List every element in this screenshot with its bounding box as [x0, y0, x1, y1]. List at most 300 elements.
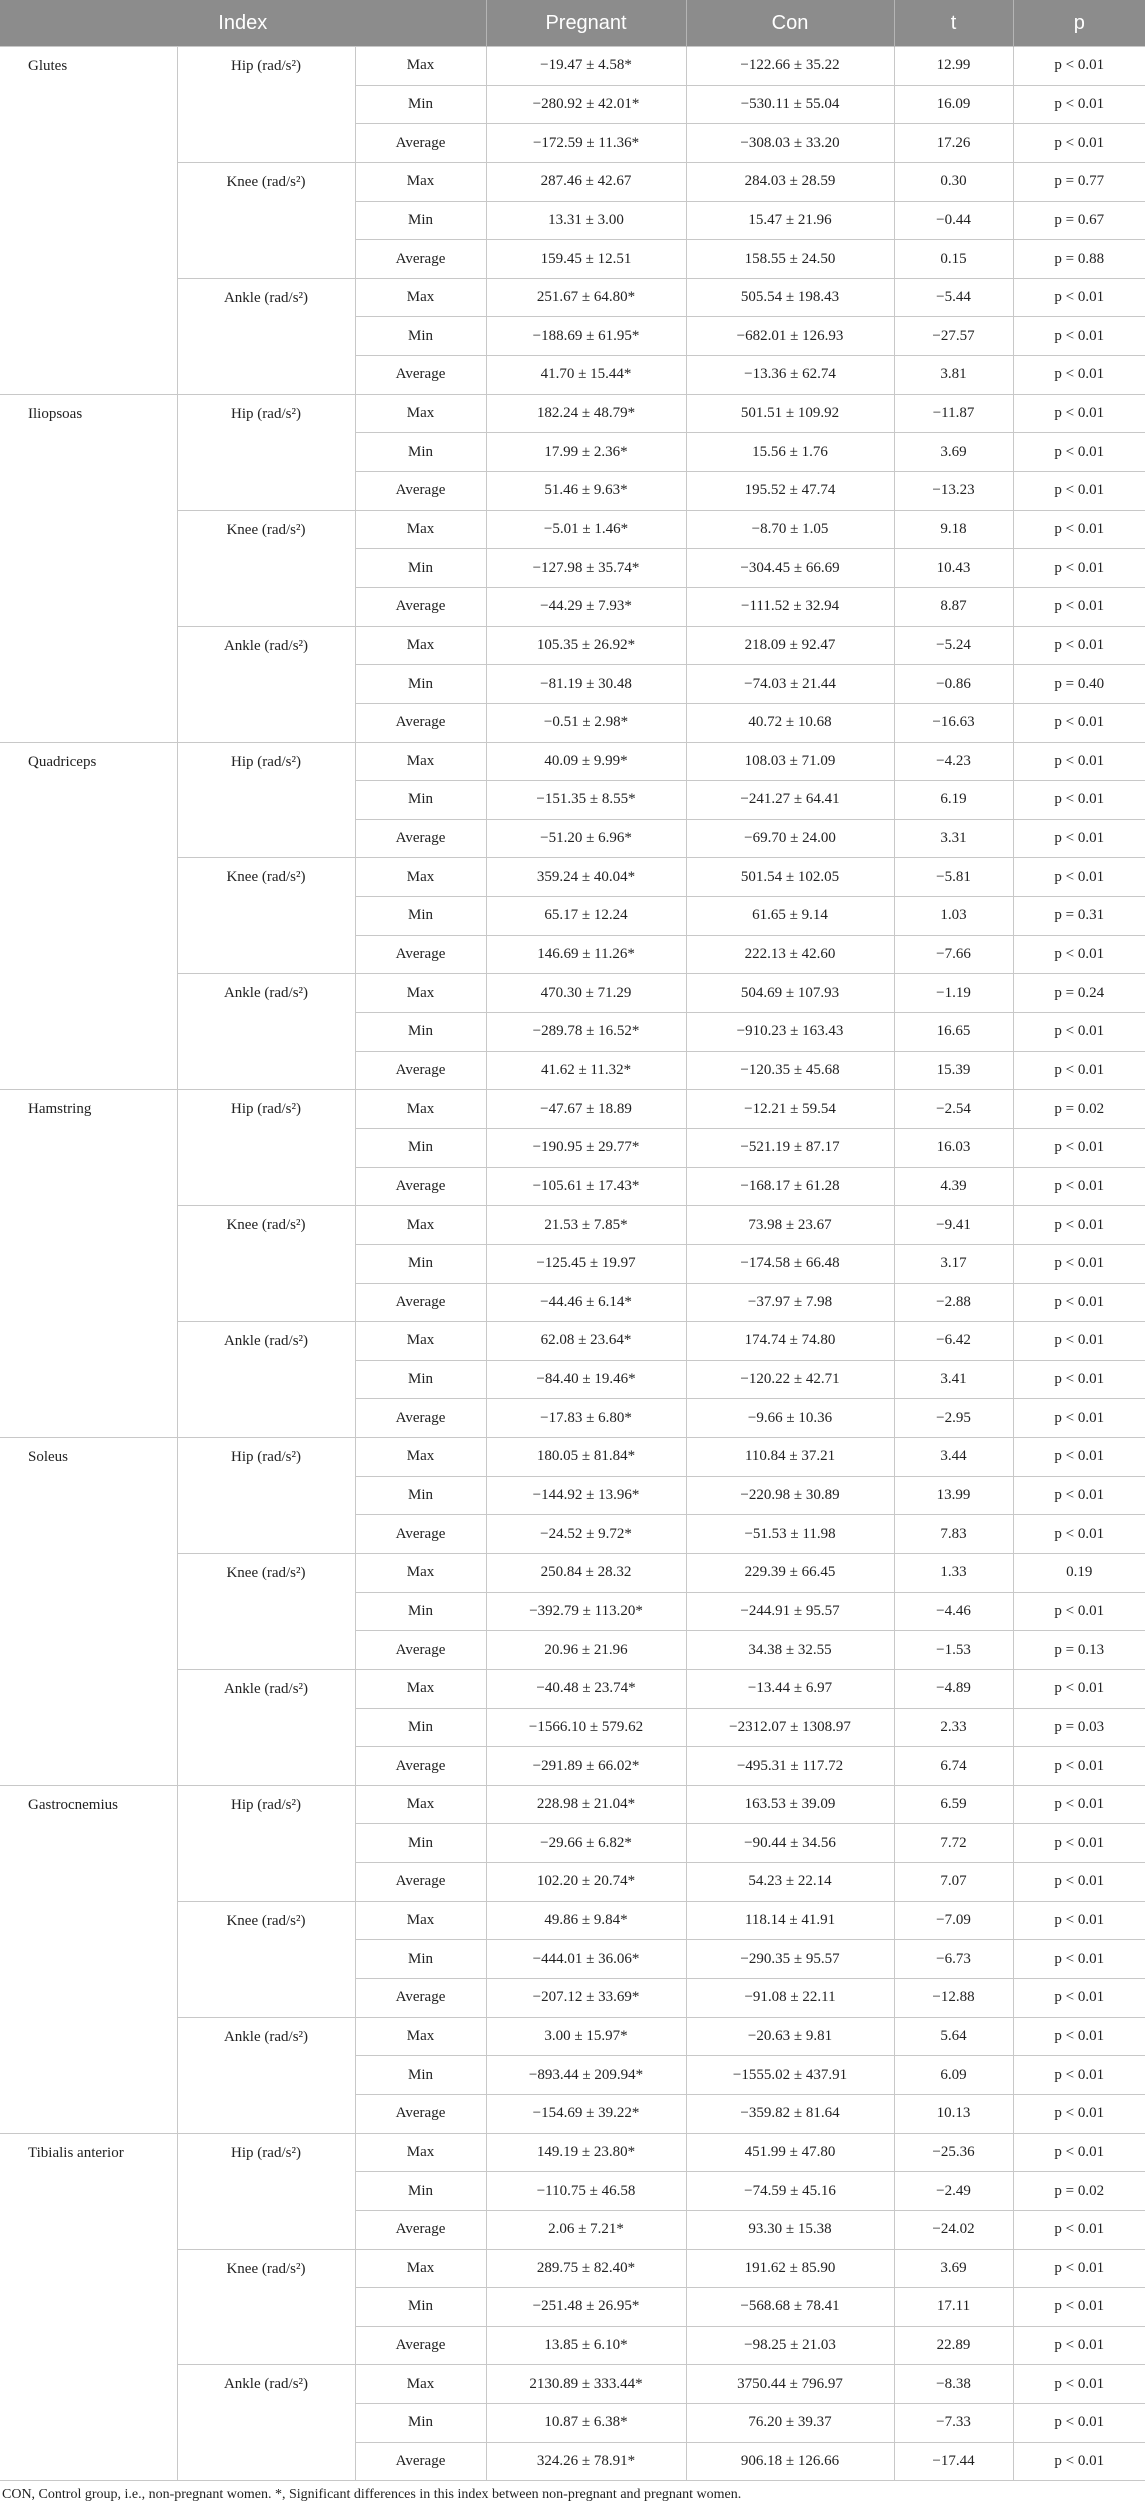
t-value: −5.81 — [894, 858, 1013, 897]
joint-label: Knee (rad/s²) — [177, 2249, 355, 2365]
header-con: Con — [686, 0, 894, 47]
t-value: −5.24 — [894, 626, 1013, 665]
stat-label: Min — [355, 433, 486, 472]
t-value: 4.39 — [894, 1167, 1013, 1206]
stat-label: Average — [355, 1167, 486, 1206]
stat-label: Min — [355, 1360, 486, 1399]
p-value: p < 0.01 — [1013, 1592, 1145, 1631]
joint-label: Ankle (rad/s²) — [177, 2365, 355, 2481]
pregnant-value: 289.75 ± 82.40* — [486, 2249, 686, 2288]
t-value: 6.59 — [894, 1785, 1013, 1824]
stat-label: Min — [355, 2404, 486, 2443]
stat-label: Average — [355, 1051, 486, 1090]
p-value: p < 0.01 — [1013, 1824, 1145, 1863]
pregnant-value: −51.20 ± 6.96* — [486, 819, 686, 858]
stat-label: Min — [355, 665, 486, 704]
stat-label: Max — [355, 2017, 486, 2056]
con-value: −13.36 ± 62.74 — [686, 356, 894, 395]
t-value: 10.43 — [894, 549, 1013, 588]
stat-label: Min — [355, 85, 486, 124]
joint-label: Hip (rad/s²) — [177, 47, 355, 163]
t-value: 6.09 — [894, 2056, 1013, 2095]
t-value: −17.44 — [894, 2442, 1013, 2481]
p-value: p = 0.77 — [1013, 162, 1145, 201]
con-value: −241.27 ± 64.41 — [686, 781, 894, 820]
p-value: p < 0.01 — [1013, 2326, 1145, 2365]
con-value: 174.74 ± 74.80 — [686, 1322, 894, 1361]
p-value: p < 0.01 — [1013, 2404, 1145, 2443]
stat-label: Max — [355, 1090, 486, 1129]
table-footnote: CON, Control group, i.e., non-pregnant women. *, Significant differences in this index between non-pregnant and pregnant women. — [2, 2487, 742, 2503]
t-value: 3.69 — [894, 2249, 1013, 2288]
t-value: −27.57 — [894, 317, 1013, 356]
table-row — [0, 1090, 1145, 1129]
p-value: p < 0.01 — [1013, 472, 1145, 511]
con-value: −9.66 ± 10.36 — [686, 1399, 894, 1438]
pregnant-value: 324.26 ± 78.91* — [486, 2442, 686, 2481]
con-value: −2312.07 ± 1308.97 — [686, 1708, 894, 1747]
t-value: −11.87 — [894, 394, 1013, 433]
p-value: p < 0.01 — [1013, 626, 1145, 665]
pregnant-value: 65.17 ± 12.24 — [486, 897, 686, 936]
con-value: −90.44 ± 34.56 — [686, 1824, 894, 1863]
stat-label: Min — [355, 1476, 486, 1515]
p-value: p = 0.02 — [1013, 1090, 1145, 1129]
joint-label: Knee (rad/s²) — [177, 1206, 355, 1322]
pregnant-value: −392.79 ± 113.20* — [486, 1592, 686, 1631]
t-value: 5.64 — [894, 2017, 1013, 2056]
p-value: p < 0.01 — [1013, 1669, 1145, 1708]
p-value: p < 0.01 — [1013, 1476, 1145, 1515]
p-value: p < 0.01 — [1013, 1128, 1145, 1167]
pregnant-value: 359.24 ± 40.04* — [486, 858, 686, 897]
con-value: 501.54 ± 102.05 — [686, 858, 894, 897]
con-value: 15.56 ± 1.76 — [686, 433, 894, 472]
t-value: −0.86 — [894, 665, 1013, 704]
pregnant-value: 146.69 ± 11.26* — [486, 935, 686, 974]
pregnant-value: −17.83 ± 6.80* — [486, 1399, 686, 1438]
con-value: −521.19 ± 87.17 — [686, 1128, 894, 1167]
pregnant-value: 49.86 ± 9.84* — [486, 1901, 686, 1940]
stat-label: Average — [355, 124, 486, 163]
stat-label: Average — [355, 819, 486, 858]
joint-label: Ankle (rad/s²) — [177, 626, 355, 742]
stat-label: Min — [355, 2288, 486, 2327]
p-value: p < 0.01 — [1013, 1940, 1145, 1979]
p-value: p < 0.01 — [1013, 2365, 1145, 2404]
t-value: −12.88 — [894, 1979, 1013, 2018]
pregnant-value: 20.96 ± 21.96 — [486, 1631, 686, 1670]
pregnant-value: 149.19 ± 23.80* — [486, 2133, 686, 2172]
joint-label: Knee (rad/s²) — [177, 858, 355, 974]
con-value: −174.58 ± 66.48 — [686, 1244, 894, 1283]
p-value: p < 0.01 — [1013, 124, 1145, 163]
stat-label: Average — [355, 703, 486, 742]
con-value: 93.30 ± 15.38 — [686, 2210, 894, 2249]
t-value: 10.13 — [894, 2094, 1013, 2133]
con-value: −168.17 ± 61.28 — [686, 1167, 894, 1206]
stat-label: Max — [355, 2365, 486, 2404]
con-value: 195.52 ± 47.74 — [686, 472, 894, 511]
pregnant-value: 228.98 ± 21.04* — [486, 1785, 686, 1824]
p-value: p < 0.01 — [1013, 278, 1145, 317]
t-value: −2.95 — [894, 1399, 1013, 1438]
pregnant-value: −893.44 ± 209.94* — [486, 2056, 686, 2095]
t-value: 2.33 — [894, 1708, 1013, 1747]
p-value: p < 0.01 — [1013, 1399, 1145, 1438]
pregnant-value: 10.87 ± 6.38* — [486, 2404, 686, 2443]
table-body — [0, 47, 1145, 2481]
stat-label: Average — [355, 356, 486, 395]
pregnant-value: −144.92 ± 13.96* — [486, 1476, 686, 1515]
pregnant-value: 250.84 ± 28.32 — [486, 1553, 686, 1592]
muscle-label: Tibialis anterior — [0, 2133, 177, 2481]
stat-label: Average — [355, 240, 486, 279]
p-value: p = 0.88 — [1013, 240, 1145, 279]
stat-label: Max — [355, 1206, 486, 1245]
p-value: p < 0.01 — [1013, 356, 1145, 395]
stat-label: Min — [355, 549, 486, 588]
t-value: 0.15 — [894, 240, 1013, 279]
t-value: −7.09 — [894, 1901, 1013, 1940]
pregnant-value: −84.40 ± 19.46* — [486, 1360, 686, 1399]
t-value: −13.23 — [894, 472, 1013, 511]
joint-label: Hip (rad/s²) — [177, 1090, 355, 1206]
pregnant-value: −44.46 ± 6.14* — [486, 1283, 686, 1322]
joint-label: Hip (rad/s²) — [177, 394, 355, 510]
pregnant-value: −1566.10 ± 579.62 — [486, 1708, 686, 1747]
pregnant-value: −251.48 ± 26.95* — [486, 2288, 686, 2327]
t-value: −9.41 — [894, 1206, 1013, 1245]
con-value: 191.62 ± 85.90 — [686, 2249, 894, 2288]
con-value: −910.23 ± 163.43 — [686, 1013, 894, 1052]
con-value: 15.47 ± 21.96 — [686, 201, 894, 240]
p-value: p < 0.01 — [1013, 2288, 1145, 2327]
p-value: p < 0.01 — [1013, 781, 1145, 820]
con-value: −304.45 ± 66.69 — [686, 549, 894, 588]
p-value: p < 0.01 — [1013, 2017, 1145, 2056]
muscle-label: Iliopsoas — [0, 394, 177, 742]
pregnant-value: 182.24 ± 48.79* — [486, 394, 686, 433]
p-value: p < 0.01 — [1013, 85, 1145, 124]
pregnant-value: 40.09 ± 9.99* — [486, 742, 686, 781]
p-value: p = 0.67 — [1013, 201, 1145, 240]
pregnant-value: −105.61 ± 17.43* — [486, 1167, 686, 1206]
con-value: −122.66 ± 35.22 — [686, 47, 894, 86]
t-value: 6.74 — [894, 1747, 1013, 1786]
t-value: 3.17 — [894, 1244, 1013, 1283]
pregnant-value: −125.45 ± 19.97 — [486, 1244, 686, 1283]
table-row — [0, 47, 1145, 86]
pregnant-value: 41.70 ± 15.44* — [486, 356, 686, 395]
con-value: 73.98 ± 23.67 — [686, 1206, 894, 1245]
header-p: p — [1013, 0, 1145, 47]
joint-label: Knee (rad/s²) — [177, 162, 355, 278]
stat-label: Average — [355, 2326, 486, 2365]
con-value: −568.68 ± 78.41 — [686, 2288, 894, 2327]
con-value: −8.70 ± 1.05 — [686, 510, 894, 549]
t-value: 7.07 — [894, 1863, 1013, 1902]
stat-label: Max — [355, 394, 486, 433]
p-value: p < 0.01 — [1013, 1283, 1145, 1322]
t-value: 8.87 — [894, 587, 1013, 626]
pregnant-value: 3.00 ± 15.97* — [486, 2017, 686, 2056]
stat-label: Min — [355, 1940, 486, 1979]
p-value: p < 0.01 — [1013, 1322, 1145, 1361]
pregnant-value: 105.35 ± 26.92* — [486, 626, 686, 665]
t-value: −6.73 — [894, 1940, 1013, 1979]
p-value: p < 0.01 — [1013, 2249, 1145, 2288]
con-value: 34.38 ± 32.55 — [686, 1631, 894, 1670]
stat-label: Min — [355, 317, 486, 356]
con-value: −308.03 ± 33.20 — [686, 124, 894, 163]
t-value: −1.53 — [894, 1631, 1013, 1670]
con-value: −20.63 ± 9.81 — [686, 2017, 894, 2056]
t-value: 7.72 — [894, 1824, 1013, 1863]
joint-label: Ankle (rad/s²) — [177, 278, 355, 394]
p-value: p < 0.01 — [1013, 1360, 1145, 1399]
con-value: 505.54 ± 198.43 — [686, 278, 894, 317]
pregnant-value: 470.30 ± 71.29 — [486, 974, 686, 1013]
con-value: −69.70 ± 24.00 — [686, 819, 894, 858]
stat-label: Average — [355, 1399, 486, 1438]
table-row — [0, 1785, 1145, 1824]
t-value: −25.36 — [894, 2133, 1013, 2172]
stat-label: Min — [355, 1128, 486, 1167]
joint-label: Ankle (rad/s²) — [177, 1322, 355, 1438]
pregnant-value: −40.48 ± 23.74* — [486, 1669, 686, 1708]
t-value: 3.69 — [894, 433, 1013, 472]
t-value: 3.41 — [894, 1360, 1013, 1399]
p-value: p < 0.01 — [1013, 1013, 1145, 1052]
stat-label: Average — [355, 2094, 486, 2133]
pregnant-value: 2.06 ± 7.21* — [486, 2210, 686, 2249]
pregnant-value: −172.59 ± 11.36* — [486, 124, 686, 163]
t-value: 1.03 — [894, 897, 1013, 936]
con-value: 76.20 ± 39.37 — [686, 2404, 894, 2443]
p-value: p < 0.01 — [1013, 510, 1145, 549]
con-value: −51.53 ± 11.98 — [686, 1515, 894, 1554]
stat-label: Max — [355, 510, 486, 549]
stat-label: Average — [355, 587, 486, 626]
p-value: p = 0.31 — [1013, 897, 1145, 936]
stat-label: Max — [355, 2249, 486, 2288]
stat-label: Max — [355, 2133, 486, 2172]
t-value: −4.46 — [894, 1592, 1013, 1631]
pregnant-value: 51.46 ± 9.63* — [486, 472, 686, 511]
con-value: 504.69 ± 107.93 — [686, 974, 894, 1013]
table-row — [0, 394, 1145, 433]
pregnant-value: −24.52 ± 9.72* — [486, 1515, 686, 1554]
stat-label: Max — [355, 47, 486, 86]
muscle-label: Gastrocnemius — [0, 1785, 177, 2133]
stat-label: Max — [355, 858, 486, 897]
stat-label: Min — [355, 1013, 486, 1052]
t-value: 16.09 — [894, 85, 1013, 124]
stat-label: Min — [355, 897, 486, 936]
con-value: −12.21 ± 59.54 — [686, 1090, 894, 1129]
pregnant-value: 21.53 ± 7.85* — [486, 1206, 686, 1245]
t-value: −8.38 — [894, 2365, 1013, 2404]
header-index: Index — [0, 0, 486, 47]
p-value: p < 0.01 — [1013, 935, 1145, 974]
stat-label: Max — [355, 1669, 486, 1708]
pregnant-value: 62.08 ± 23.64* — [486, 1322, 686, 1361]
header-row — [0, 0, 1145, 47]
pregnant-value: −44.29 ± 7.93* — [486, 587, 686, 626]
joint-label: Hip (rad/s²) — [177, 1785, 355, 1901]
stat-label: Max — [355, 162, 486, 201]
pregnant-value: −190.95 ± 29.77* — [486, 1128, 686, 1167]
p-value: p < 0.01 — [1013, 1785, 1145, 1824]
stat-label: Min — [355, 1244, 486, 1283]
stat-label: Average — [355, 2210, 486, 2249]
pregnant-value: −29.66 ± 6.82* — [486, 1824, 686, 1863]
p-value: p = 0.03 — [1013, 1708, 1145, 1747]
t-value: −6.42 — [894, 1322, 1013, 1361]
con-value: 163.53 ± 39.09 — [686, 1785, 894, 1824]
joint-label: Knee (rad/s²) — [177, 510, 355, 626]
stat-label: Average — [355, 472, 486, 511]
stat-label: Average — [355, 1515, 486, 1554]
p-value: p < 0.01 — [1013, 1438, 1145, 1477]
stat-label: Min — [355, 1592, 486, 1631]
con-value: 118.14 ± 41.91 — [686, 1901, 894, 1940]
t-value: 6.19 — [894, 781, 1013, 820]
t-value: −1.19 — [894, 974, 1013, 1013]
con-value: −74.03 ± 21.44 — [686, 665, 894, 704]
stat-label: Max — [355, 1322, 486, 1361]
t-value: 1.33 — [894, 1553, 1013, 1592]
joint-label: Ankle (rad/s²) — [177, 2017, 355, 2133]
pregnant-value: −81.19 ± 30.48 — [486, 665, 686, 704]
con-value: −120.22 ± 42.71 — [686, 1360, 894, 1399]
t-value: 0.30 — [894, 162, 1013, 201]
pregnant-value: −0.51 ± 2.98* — [486, 703, 686, 742]
p-value: p < 0.01 — [1013, 742, 1145, 781]
p-value: p < 0.01 — [1013, 587, 1145, 626]
con-value: −91.08 ± 22.11 — [686, 1979, 894, 2018]
con-value: −290.35 ± 95.57 — [686, 1940, 894, 1979]
t-value: 16.65 — [894, 1013, 1013, 1052]
stat-label: Average — [355, 1631, 486, 1670]
muscle-label: Soleus — [0, 1438, 177, 1786]
con-value: 906.18 ± 126.66 — [686, 2442, 894, 2481]
con-value: −120.35 ± 45.68 — [686, 1051, 894, 1090]
stat-label: Min — [355, 2172, 486, 2211]
con-value: −495.31 ± 117.72 — [686, 1747, 894, 1786]
p-value: p = 0.13 — [1013, 1631, 1145, 1670]
con-value: −37.97 ± 7.98 — [686, 1283, 894, 1322]
p-value: p < 0.01 — [1013, 1206, 1145, 1245]
stat-label: Min — [355, 2056, 486, 2095]
con-value: −682.01 ± 126.93 — [686, 317, 894, 356]
joint-label: Hip (rad/s²) — [177, 742, 355, 858]
pregnant-value: −188.69 ± 61.95* — [486, 317, 686, 356]
header-pregnant: Pregnant — [486, 0, 686, 47]
pregnant-value: 13.31 ± 3.00 — [486, 201, 686, 240]
pregnant-value: −289.78 ± 16.52* — [486, 1013, 686, 1052]
stat-label: Average — [355, 1863, 486, 1902]
t-value: −16.63 — [894, 703, 1013, 742]
t-value: 22.89 — [894, 2326, 1013, 2365]
p-value: p = 0.40 — [1013, 665, 1145, 704]
pregnant-value: −280.92 ± 42.01* — [486, 85, 686, 124]
pregnant-value: −47.67 ± 18.89 — [486, 1090, 686, 1129]
p-value: p < 0.01 — [1013, 2056, 1145, 2095]
stat-label: Average — [355, 2442, 486, 2481]
t-value: 3.81 — [894, 356, 1013, 395]
pregnant-value: −110.75 ± 46.58 — [486, 2172, 686, 2211]
p-value: p = 0.02 — [1013, 2172, 1145, 2211]
t-value: 9.18 — [894, 510, 1013, 549]
pregnant-value: −19.47 ± 4.58* — [486, 47, 686, 86]
joint-label: Hip (rad/s²) — [177, 2133, 355, 2249]
t-value: 7.83 — [894, 1515, 1013, 1554]
con-value: 451.99 ± 47.80 — [686, 2133, 894, 2172]
p-value: p < 0.01 — [1013, 1244, 1145, 1283]
joint-label: Knee (rad/s²) — [177, 1901, 355, 2017]
pregnant-value: 180.05 ± 81.84* — [486, 1438, 686, 1477]
t-value: −0.44 — [894, 201, 1013, 240]
con-value: −98.25 ± 21.03 — [686, 2326, 894, 2365]
p-value: p < 0.01 — [1013, 1051, 1145, 1090]
t-value: 17.11 — [894, 2288, 1013, 2327]
stat-label: Max — [355, 1553, 486, 1592]
con-value: −111.52 ± 32.94 — [686, 587, 894, 626]
p-value: p < 0.01 — [1013, 2094, 1145, 2133]
t-value: −7.66 — [894, 935, 1013, 974]
t-value: −2.49 — [894, 2172, 1013, 2211]
p-value: p < 0.01 — [1013, 1863, 1145, 1902]
p-value: p < 0.01 — [1013, 819, 1145, 858]
con-value: 158.55 ± 24.50 — [686, 240, 894, 279]
t-value: −4.23 — [894, 742, 1013, 781]
joint-label: Ankle (rad/s²) — [177, 974, 355, 1090]
stat-label: Average — [355, 1979, 486, 2018]
pregnant-value: −291.89 ± 66.02* — [486, 1747, 686, 1786]
p-value: p < 0.01 — [1013, 433, 1145, 472]
con-value: −74.59 ± 45.16 — [686, 2172, 894, 2211]
p-value: p < 0.01 — [1013, 1747, 1145, 1786]
p-value: p < 0.01 — [1013, 394, 1145, 433]
t-value: 3.31 — [894, 819, 1013, 858]
pregnant-value: 251.67 ± 64.80* — [486, 278, 686, 317]
stat-label: Average — [355, 935, 486, 974]
con-value: −244.91 ± 95.57 — [686, 1592, 894, 1631]
t-value: 16.03 — [894, 1128, 1013, 1167]
stat-label: Min — [355, 1708, 486, 1747]
p-value: p < 0.01 — [1013, 1979, 1145, 2018]
muscle-label: Quadriceps — [0, 742, 177, 1090]
pregnant-value: −444.01 ± 36.06* — [486, 1940, 686, 1979]
t-value: −2.88 — [894, 1283, 1013, 1322]
con-value: 54.23 ± 22.14 — [686, 1863, 894, 1902]
header-t: t — [894, 0, 1013, 47]
p-value: p < 0.01 — [1013, 858, 1145, 897]
joint-label: Ankle (rad/s²) — [177, 1669, 355, 1785]
t-value: 17.26 — [894, 124, 1013, 163]
stat-label: Min — [355, 201, 486, 240]
con-value: 108.03 ± 71.09 — [686, 742, 894, 781]
stat-label: Max — [355, 626, 486, 665]
table-row — [0, 2133, 1145, 2172]
table-row — [0, 742, 1145, 781]
con-value: 229.39 ± 66.45 — [686, 1553, 894, 1592]
pregnant-value: −127.98 ± 35.74* — [486, 549, 686, 588]
joint-label: Hip (rad/s²) — [177, 1438, 355, 1554]
stat-label: Max — [355, 1438, 486, 1477]
